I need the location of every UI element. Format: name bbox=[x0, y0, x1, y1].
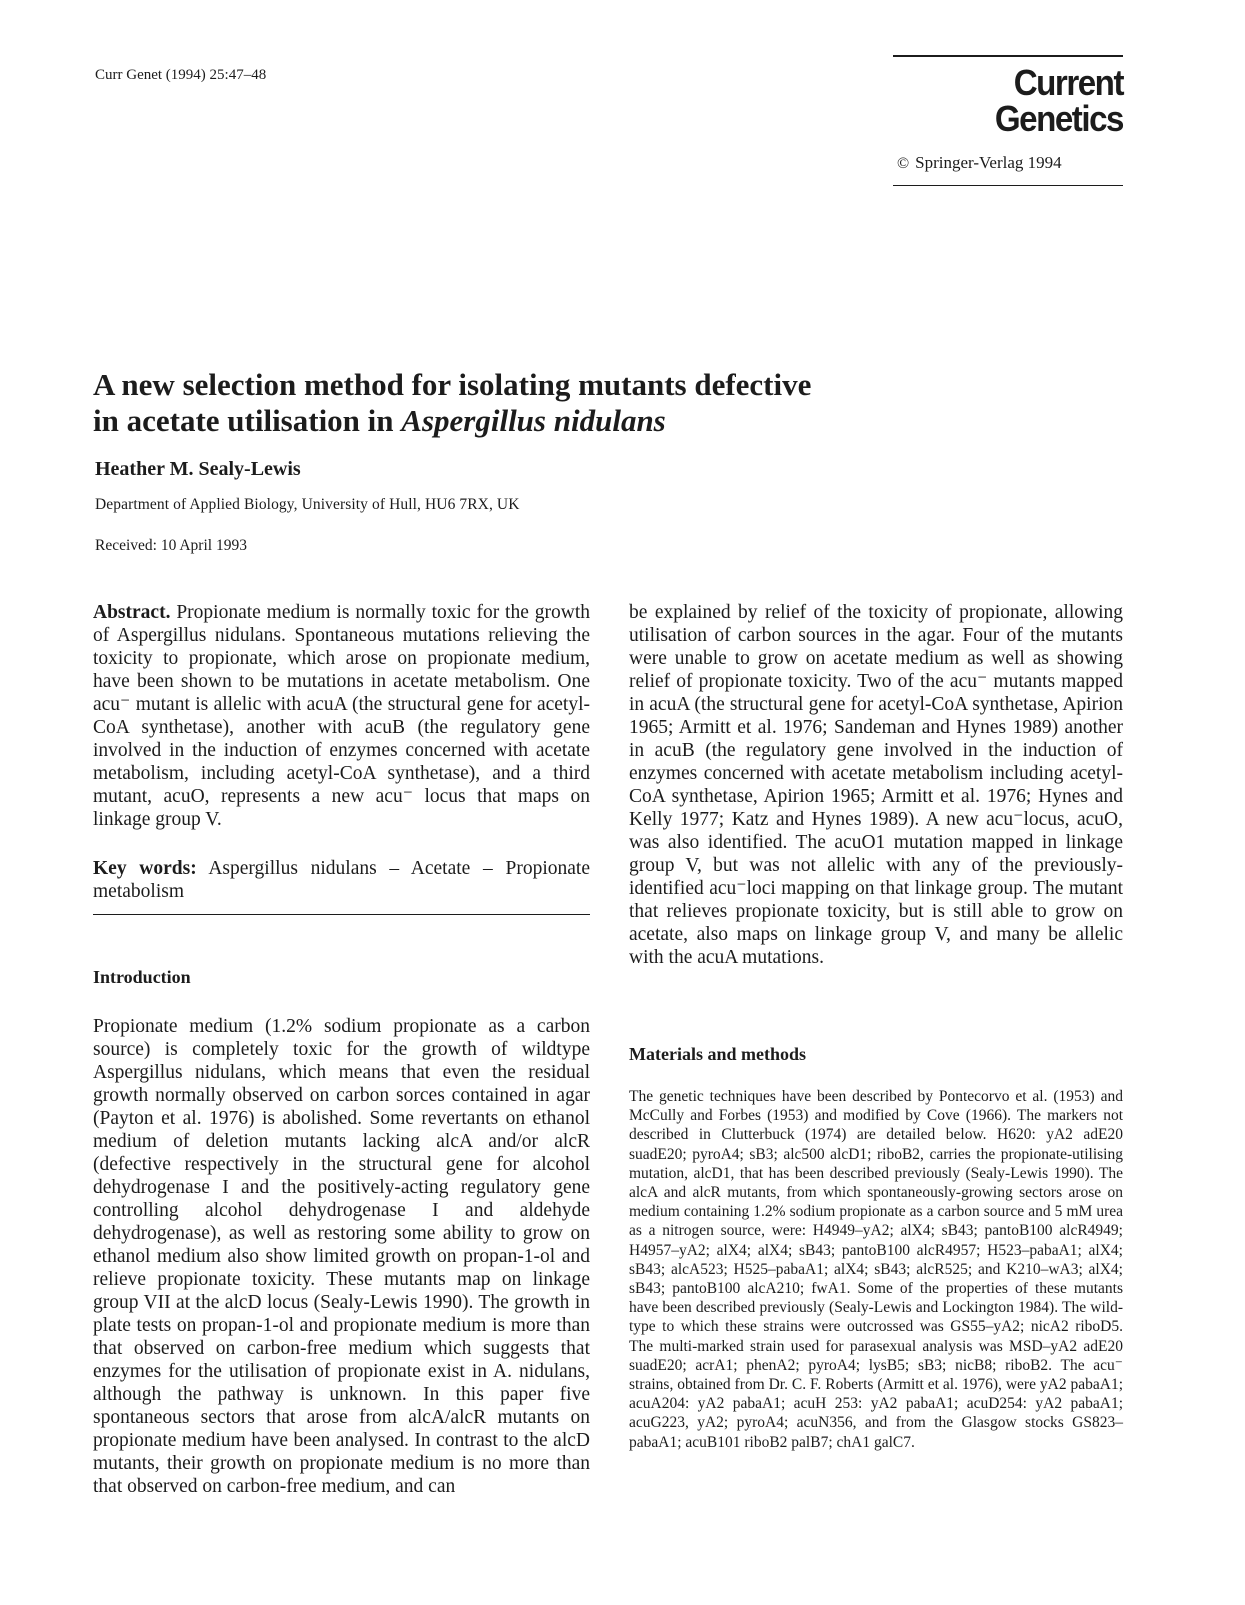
introduction-continuation-paragraph: be explained by relief of the toxicity of propionate, allowing utilisation of carbon sources in the agar. Four of the mutants were unable to grow on acetate medium as well as showing relief of propionate toxicity. Two of the acu⁻ mutants mapped in acuA (the structural gene for acetyl-CoA synthetase, Apirion 1965; Armitt et al. 1976; Sandeman and Hynes 1989) another in acuB (the regulatory gene involved in the induction of enzymes concerned with acetate metabolism including acetyl-CoA synthetase, Apirion 1965; Armitt et al. 1976; Hynes and Kelly 1977; Katz and Hynes 1989). A new acu⁻locus, acuO, was also identified. The acuO1 mutation mapped in linkage group V, but was not allelic with any of the previously-identified acu⁻loci mapping on that linkage group. The mutant that relieves propionate toxicity, but is still able to grow on acetate, also maps on linkage group V, and many be allelic with the acuA mutations. bbox=[629, 602, 1123, 968]
masthead-bottom-rule bbox=[893, 185, 1123, 186]
introduction-continued bbox=[629, 601, 1123, 969]
abstract-paragraph bbox=[93, 601, 590, 831]
journal-citation: Curr Genet (1994) 25:47–48 bbox=[95, 67, 267, 83]
abstract-text: Propionate medium is normally toxic for the growth of Aspergillus nidulans. Spontaneous mutations relieving the toxicity to propionate, which arose on propionate medium, have been shown to be mutations in acetate metabolism. One acu⁻ mutant is allelic with acuA (the structural gene for acetyl-CoA synthetase), another with acuB (the regulatory gene involved in the induction of enzymes concerned with acetate metabolism, including acetyl-CoA synthetase), and a third mutant, acuO, represents a new acu⁻ locus that maps on linkage group V. bbox=[93, 602, 590, 830]
journal-masthead bbox=[893, 55, 1123, 186]
masthead-top-rule bbox=[893, 55, 1123, 57]
publisher-line bbox=[893, 153, 1123, 173]
keywords-label: Key words: bbox=[93, 858, 197, 879]
copyright-symbol: © bbox=[897, 155, 910, 172]
abstract-label: Abstract. bbox=[93, 602, 171, 623]
title-line-2-prefix: in acetate utilisation in bbox=[93, 403, 394, 438]
methods-body bbox=[629, 1087, 1123, 1452]
keywords-section bbox=[93, 857, 590, 903]
title-line-1: A new selection method for isolating mutants defective bbox=[93, 367, 812, 402]
introduction-heading: Introduction bbox=[93, 967, 191, 987]
journal-name: Current Genetics bbox=[994, 62, 1123, 139]
methods-heading: Materials and methods bbox=[629, 1044, 806, 1064]
methods-paragraph: The genetic techniques have been described by Pontecorvo et al. (1953) and McCully and Forbes (1953) and modified by Cove (1966). The markers not described in Clutterbuck (1974) are detailed below. H620: yA2 adE20 suadE20; pyroA4; sB3; alc500 alcD1; riboB2, carries the propionate-utilising mutation, alcD1, that has been described previously (Sealy-Lewis 1990). The alcA and alcR mutants, from which spontaneously-growing sectors arose on medium containing 1.2% sodium propionate as a carbon source and 5 mM urea as a nitrogen source, were: H4949–yA2; alX4; sB43; pantoB100 alcR4949; H4957–yA2; alX4; alX4; sB43; pantoB100 alcR4957; H523–pabaA1; alX4; sB43; alcA523; H525–pabaA1; alX4; sB43; alcR525; and K210–wA3; alX4; sB43; pantoB100 alcA210; fwA1. Some of the properties of these mutants have been described previously (Sealy-Lewis and Lockington 1984). The wild-type to which these strains were outcrossed was GS55–yA2; nicA2 riboD5. The multi-marked strain used for parasexual analysis was MSD–yA2 adE20 suadE20; acrA1; phenA2; pyroA4; lysB5; sB3; nicB8; riboB2. The acu⁻ strains, obtained from Dr. C. F. Roberts (Armitt et al. 1976), were yA2 pabaA1; acuA204: yA2 pabaA1; acuH 253: yA2 pabaA1; acuD254: yA2 pabaA1; acuG223, yA2; pyroA4; acuN356, and from the Glasgow stocks GS823–pabaA1; acuB101 riboB2 palB7; chA1 galC7. bbox=[629, 1088, 1123, 1451]
article-title bbox=[93, 367, 993, 439]
keywords-paragraph bbox=[93, 857, 590, 903]
title-line-2 bbox=[93, 403, 993, 439]
author-affiliation: Department of Applied Biology, University of Hull, HU6 7RX, UK bbox=[95, 496, 520, 513]
received-date: Received: 10 April 1993 bbox=[95, 537, 247, 554]
abstract-section bbox=[93, 601, 590, 831]
author-name: Heather M. Sealy-Lewis bbox=[95, 458, 301, 480]
introduction-paragraph: Propionate medium (1.2% sodium propionate as a carbon source) is completely toxic for the growth of wildtype Aspergillus nidulans, which means that even the residual growth normally observed on carbon sorces contained in agar (Payton et al. 1976) is abolished. Some revertants on ethanol medium of deletion mutants lacking alcA and/or alcR (defective respectively in the structural gene for alcohol dehydrogenase I and the positively-acting regulatory gene controlling alcohol dehydrogenase I and aldehyde dehydrogenase), as well as restoring some ability to grow on ethanol medium also show limited growth on propan-1-ol and relieve propionate toxicity. These mutants map on linkage group VII at the alcD locus (Sealy-Lewis 1990). The growth in plate tests on propan-1-ol and propionate medium is more than that observed on carbon-free medium which suggests that enzymes for the utilisation of propionate exist in A. nidulans, although the pathway is unknown. In this paper five spontaneous sectors that arose from alcA/alcR mutants on propionate medium have been analysed. In contrast to the alcD mutants, their growth on propionate medium is no more than that observed on carbon-free medium, and can bbox=[93, 1016, 590, 1497]
keywords-text: Aspergillus nidulans – Acetate – Propionate metabolism bbox=[93, 858, 590, 902]
title-species: Aspergillus nidulans bbox=[401, 403, 666, 438]
introduction-body bbox=[93, 1015, 590, 1498]
abstract-divider bbox=[93, 914, 590, 915]
publisher-name: Springer-Verlag 1994 bbox=[915, 153, 1062, 172]
